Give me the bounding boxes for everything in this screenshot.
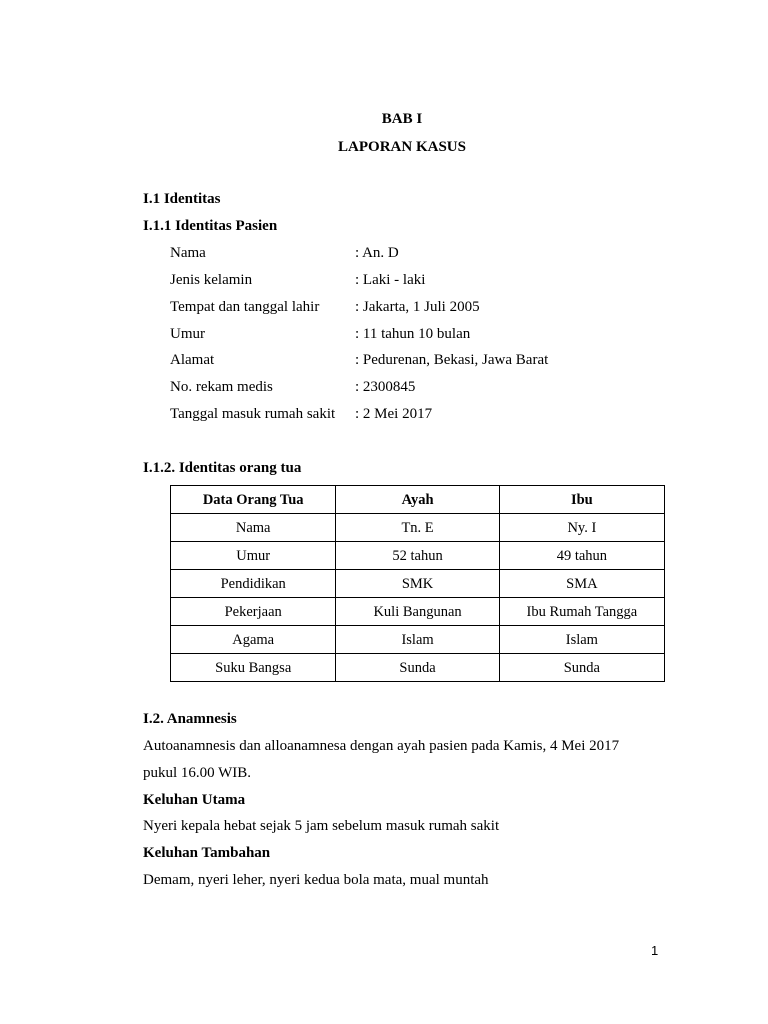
table-header-cell: Ibu (499, 486, 664, 514)
field-value-alamat: : Pedurenan, Bekasi, Jawa Barat (355, 352, 549, 368)
parents-table (170, 485, 665, 682)
table-cell: Islam (336, 626, 499, 654)
field-value-jenis-kelamin: : Laki - laki (355, 272, 426, 288)
field-value-umur: : 11 tahun 10 bulan (355, 326, 471, 342)
anamnesis-intro-line-1: Autoanamnesis dan alloanamnesa dengan ayah pasien pada Kamis, 4 Mei 2017 (143, 738, 620, 754)
subsection-heading-identitas-pasien: I.1.1 Identitas Pasien (143, 218, 278, 234)
keluhan-tambahan-text: Demam, nyeri leher, nyeri kedua bola mata, mual muntah (143, 872, 489, 888)
table-cell: Sunda (336, 654, 499, 682)
table-row (171, 542, 665, 570)
field-value-tempat-tanggal-lahir: : Jakarta, 1 Juli 2005 (355, 299, 480, 315)
table-header-cell: Ayah (336, 486, 499, 514)
chapter-title: BAB I (381, 111, 423, 127)
field-label-umur: Umur (170, 326, 205, 342)
table-row (171, 626, 665, 654)
field-label-tanggal-masuk: Tanggal masuk rumah sakit (170, 406, 336, 422)
table-cell: Umur (171, 542, 336, 570)
table-cell: Kuli Bangunan (336, 598, 499, 626)
table-cell: Suku Bangsa (171, 654, 336, 682)
field-value-tanggal-masuk: : 2 Mei 2017 (355, 406, 433, 422)
table-cell: Pekerjaan (171, 598, 336, 626)
table-cell: Ibu Rumah Tangga (499, 598, 664, 626)
field-label-nama: Nama (170, 245, 206, 261)
keluhan-utama-heading: Keluhan Utama (143, 792, 246, 808)
field-label-rekam-medis: No. rekam medis (170, 379, 273, 395)
page-number: 1 (651, 943, 659, 958)
table-cell: Ny. I (499, 514, 664, 542)
field-label-alamat: Alamat (170, 352, 215, 368)
table-header-cell: Data Orang Tua (171, 486, 336, 514)
section-heading-anamnesis: I.2. Anamnesis (143, 711, 237, 727)
anamnesis-intro-line-2: pukul 16.00 WIB. (143, 765, 252, 781)
field-label-tempat-tanggal-lahir: Tempat dan tanggal lahir (170, 299, 320, 315)
table-row (171, 514, 665, 542)
table-cell: Agama (171, 626, 336, 654)
table-header-row (171, 486, 665, 514)
table-cell: Islam (499, 626, 664, 654)
table-row (171, 654, 665, 682)
report-title: LAPORAN KASUS (338, 139, 466, 155)
table-cell: Sunda (499, 654, 664, 682)
table-cell: SMA (499, 570, 664, 598)
table-row (171, 598, 665, 626)
section-heading-identitas: I.1 Identitas (143, 191, 221, 207)
keluhan-tambahan-heading: Keluhan Tambahan (143, 845, 271, 861)
field-label-jenis-kelamin: Jenis kelamin (170, 272, 253, 288)
table-cell: 49 tahun (499, 542, 664, 570)
field-value-nama: : An. D (355, 245, 399, 261)
table-row (171, 570, 665, 598)
table-cell: Pendidikan (171, 570, 336, 598)
table-cell: SMK (336, 570, 499, 598)
table-cell: Nama (171, 514, 336, 542)
table-cell: Tn. E (336, 514, 499, 542)
table-cell: 52 tahun (336, 542, 499, 570)
keluhan-utama-text: Nyeri kepala hebat sejak 5 jam sebelum masuk rumah sakit (143, 818, 500, 834)
subsection-heading-identitas-orang-tua: I.1.2. Identitas orang tua (143, 460, 302, 476)
field-value-rekam-medis: : 2300845 (355, 379, 416, 395)
